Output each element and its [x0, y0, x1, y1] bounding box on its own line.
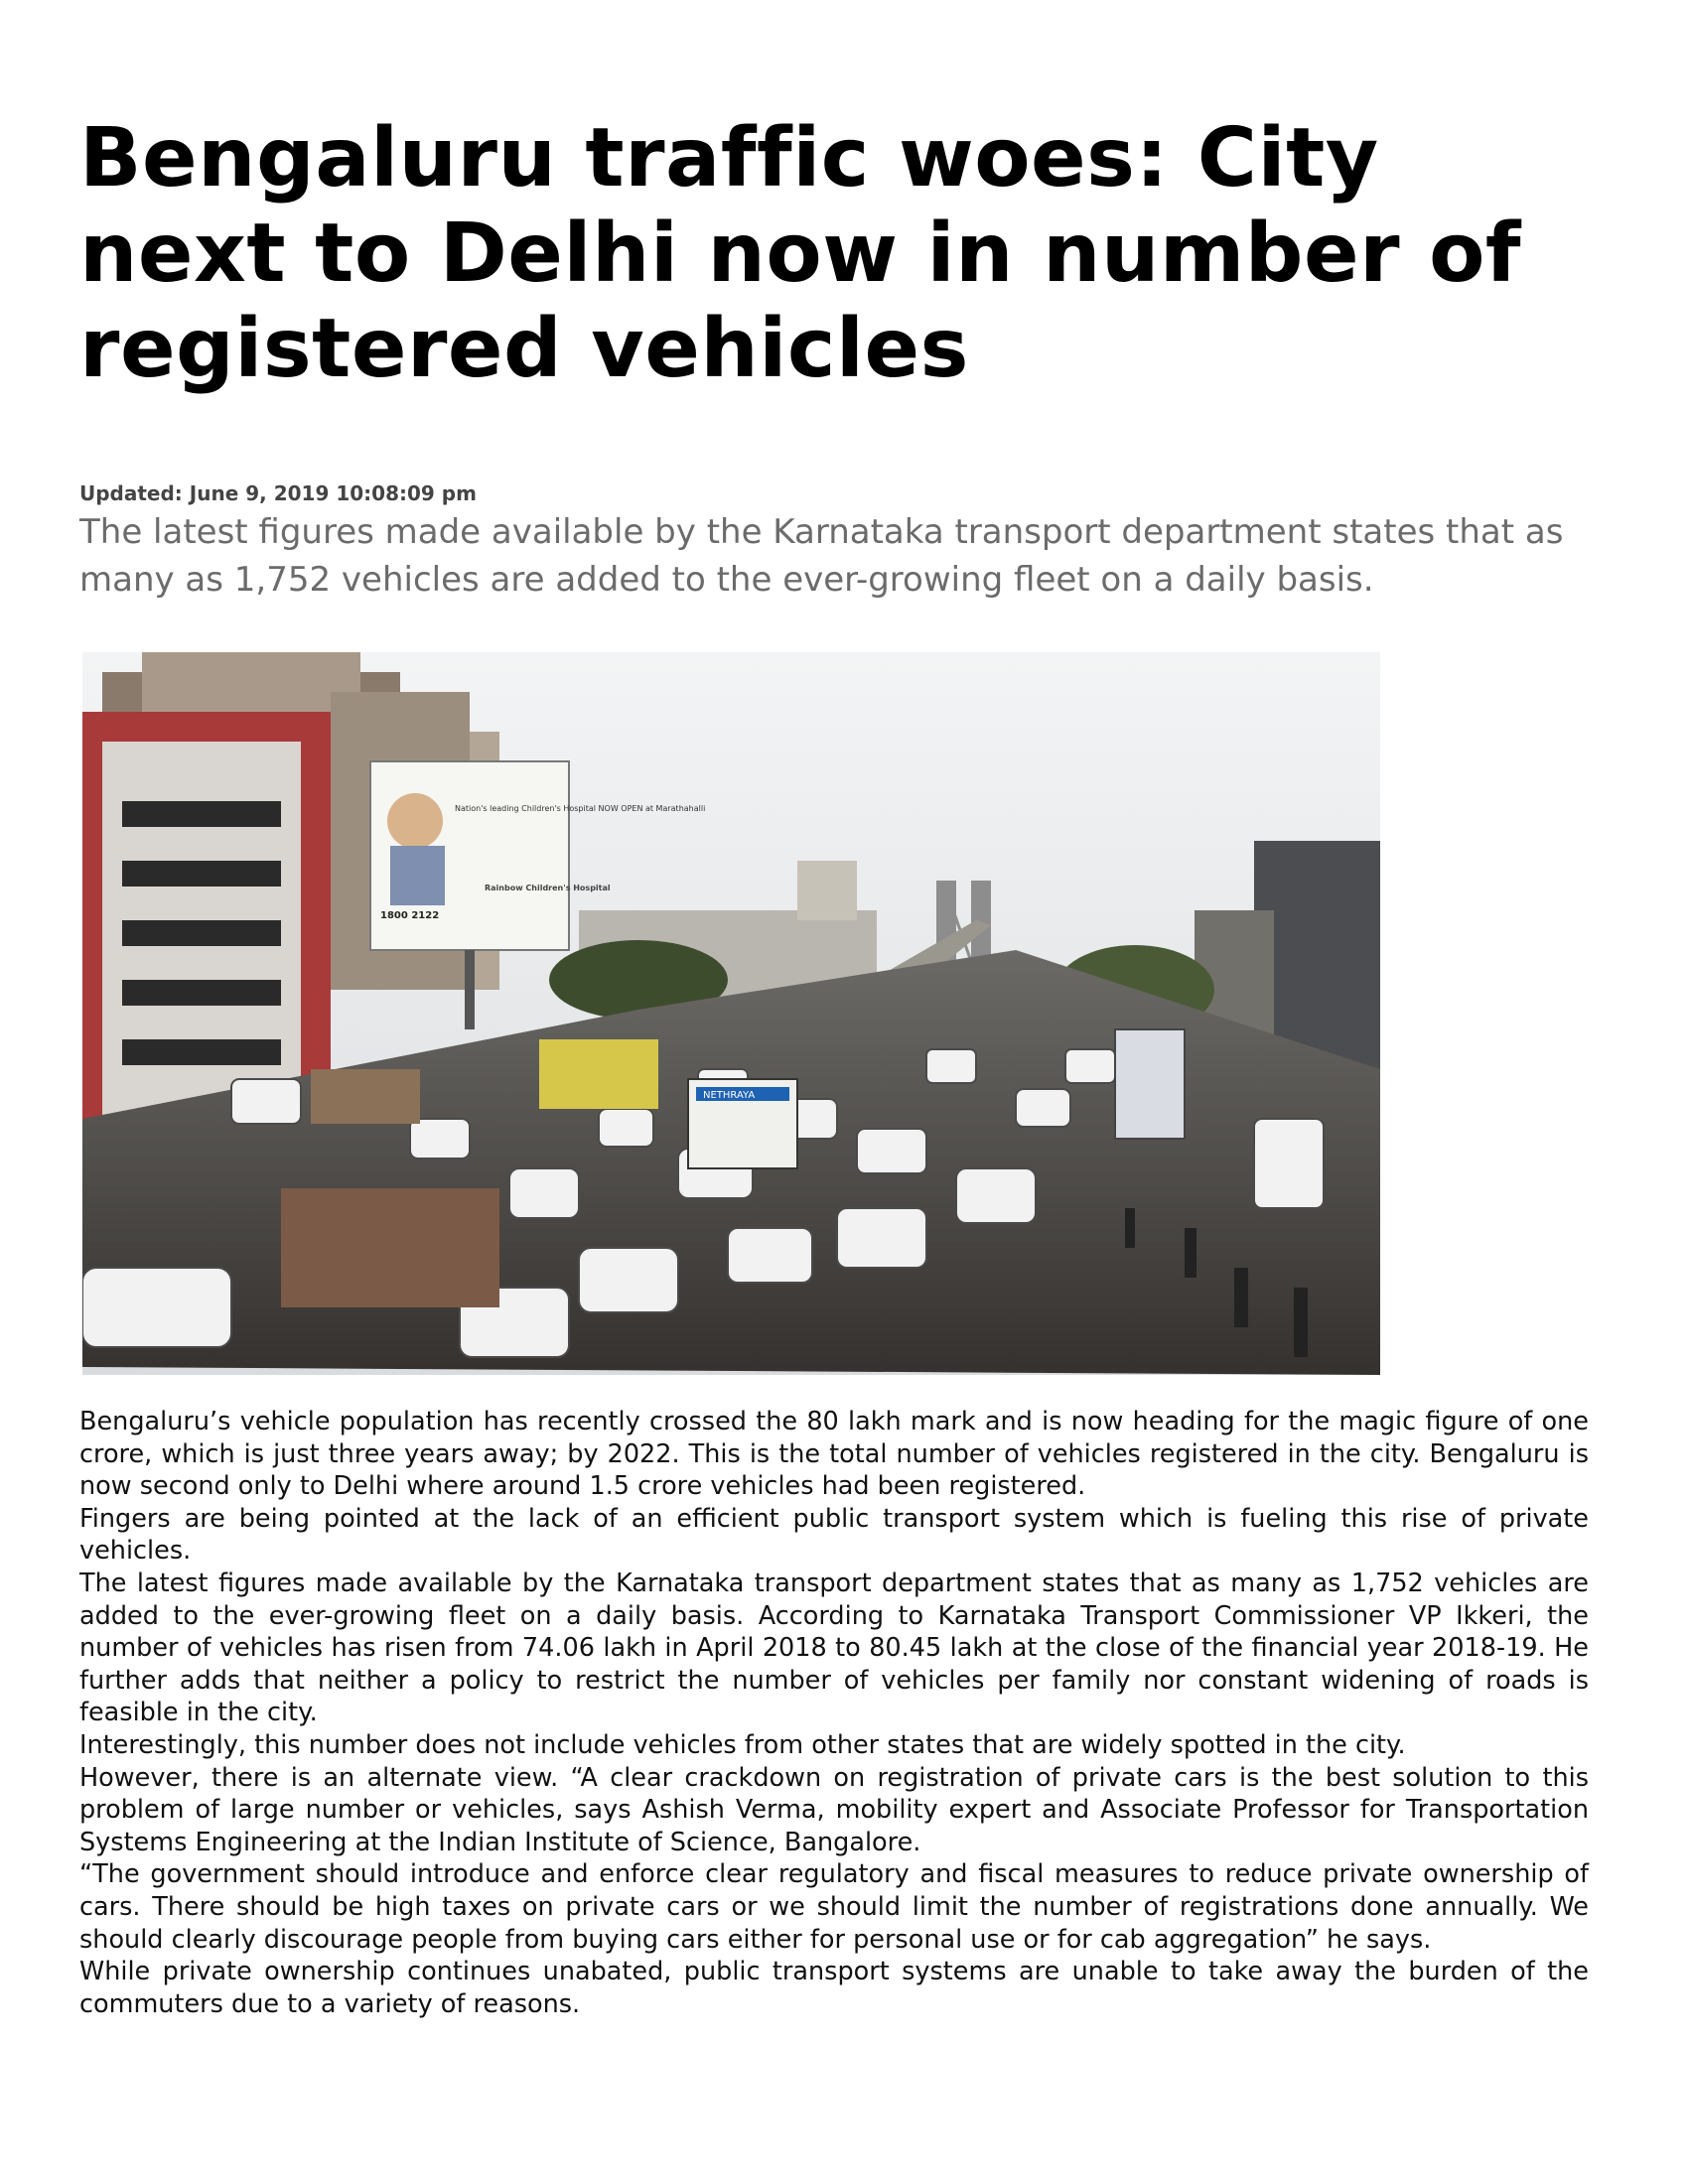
billboard-brand: Rainbow Children's Hospital: [485, 884, 611, 892]
body-paragraph: Bengaluru’s vehicle population has recently crossed the 80 lakh mark and is now heading for the magic figure of one crore, which is just three years away; by 2022. This is the total number of vehicles registered in the city. Bengaluru is now second only to Delhi where around 1.5 crore vehicles had been registered.: [79, 1407, 1589, 1502]
body-paragraph: Fingers are being pointed at the lack of an efficient public transport system which is fueling this rise of private vehicles.: [79, 1503, 1589, 1567]
billboard-text: Nation's leading Children's Hospital NOW OPEN at Marathahalli: [455, 804, 706, 813]
updated-timestamp: Updated: June 9, 2019 10:08:09 pm: [79, 481, 477, 505]
body-paragraph: However, there is an alternate view. “A clear crackdown on registration of private cars is the best solution to this problem of large number or vehicles, says Ashish Verma, mobility expert and Associate Professor for Transportation Systems Engineering at the Indian Institute of Science, Bangalore.: [79, 1762, 1589, 1857]
billboard-phone: 1800 2122: [380, 910, 440, 921]
body-paragraph: “The government should introduce and enforce clear regulatory and fiscal measures to reduce private ownership of cars. There should be high taxes on private cars or we should limit the number of registrations done annually. We should clearly discourage people from buying cars either for personal use or for cab aggregation” he says.: [79, 1859, 1589, 1955]
headline: Bengaluru traffic woes: City next to Delhi now in number of registered vehicles: [79, 111, 1522, 396]
body-paragraph: While private ownership continues unabated, public transport systems are unable to take away the burden of the commuters due to a variety of reasons.: [79, 1957, 1589, 2019]
traffic-photo-illustration: [82, 652, 1380, 1375]
body-paragraph: Interestingly, this number does not include vehicles from other states that are widely spotted in the city.: [79, 1729, 1406, 1760]
bus-sign: NETHRAYA: [703, 1090, 756, 1101]
article-body: [79, 1406, 1589, 2020]
article-lede: The latest figures made available by the Karnataka transport department states that as many as 1,752 vehicles are added to the ever-growing fleet on a daily basis.: [79, 512, 1564, 600]
body-paragraph: The latest figures made available by the Karnataka transport department states that as many as 1,752 vehicles are added to the ever-growing fleet on a daily basis. According to Karnataka Transport Commissioner VP Ikkeri, the number of vehicles has risen from 74.06 lakh in April 2018 to 80.45 lakh at the close of the financial year 2018-19. He further adds that neither a policy to restrict the number of vehicles per family nor constant widening of roads is feasible in the city.: [79, 1568, 1589, 1728]
traffic-photo: [82, 652, 1380, 1375]
